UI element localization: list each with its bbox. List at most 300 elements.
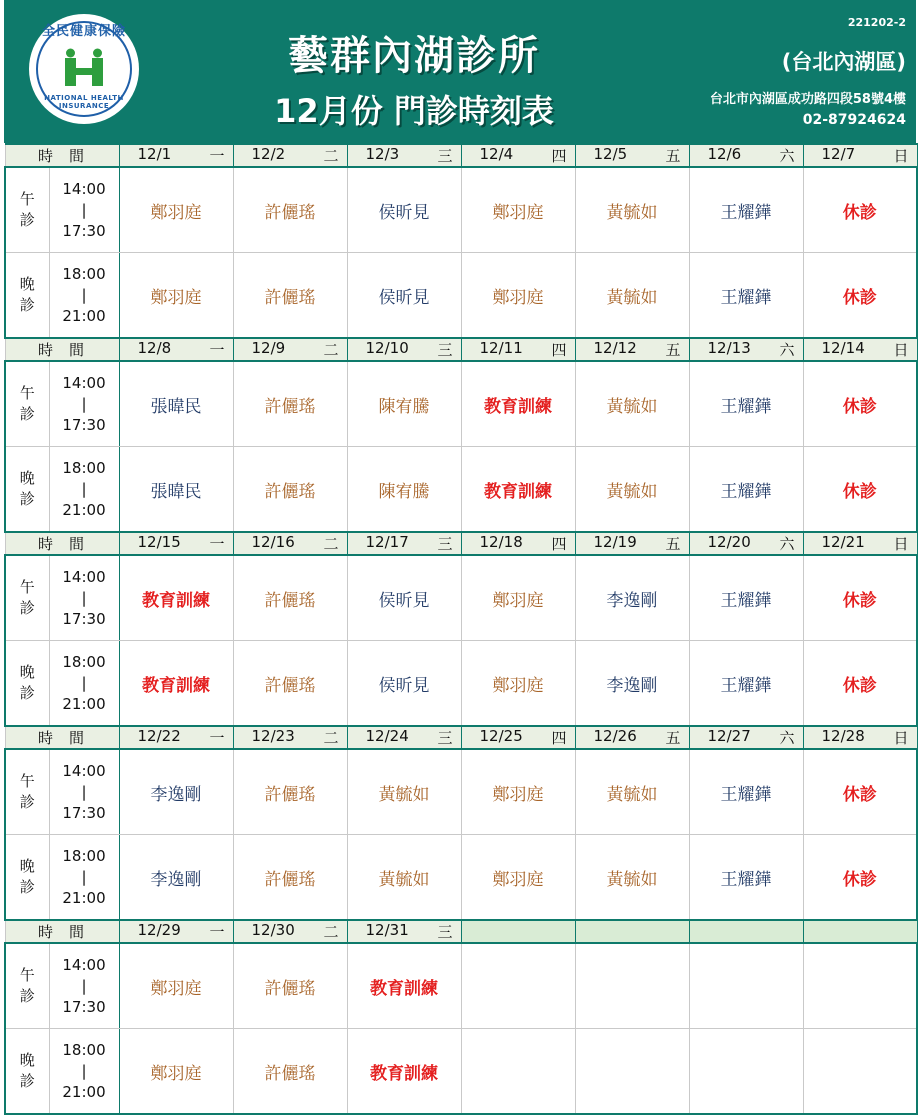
day-header-content <box>576 727 689 748</box>
day-header <box>575 338 689 361</box>
day-date: 12/17 <box>365 533 409 551</box>
doctor-cell: 教育訓練 <box>119 641 233 727</box>
session-time-part: 17:30 <box>62 221 106 240</box>
day-of-week: 六 <box>779 341 795 359</box>
session-time-part: | <box>81 285 87 304</box>
day-of-week: 六 <box>779 535 795 553</box>
clinic-phone: 02-87924624 <box>802 112 906 128</box>
day-of-week: 一 <box>209 341 225 359</box>
doctor-cell: 王耀鏵 <box>689 361 803 447</box>
day-header-content <box>690 533 803 554</box>
doctor-cell: 休診 <box>803 835 917 921</box>
day-of-week: 六 <box>779 147 795 165</box>
doctor-cell: 許儷瑤 <box>233 447 347 533</box>
doctor-cell: 鄭羽庭 <box>119 253 233 339</box>
time-header: 時間 <box>5 144 119 167</box>
session-label-char: 診 <box>19 684 35 702</box>
day-header <box>347 920 461 943</box>
day-of-week: 五 <box>665 729 681 747</box>
day-header-content <box>120 921 233 942</box>
doctor-cell: 休診 <box>803 641 917 727</box>
day-of-week: 一 <box>209 535 225 553</box>
session-time <box>49 253 119 339</box>
session-time-part: 17:30 <box>62 415 106 434</box>
session-label <box>5 253 49 339</box>
session-label-char: 診 <box>19 1072 35 1090</box>
session-time <box>49 835 119 921</box>
day-header <box>575 532 689 555</box>
session-label <box>5 447 49 533</box>
doctor-cell <box>689 1029 803 1115</box>
day-header <box>689 532 803 555</box>
week-header-row <box>5 144 917 167</box>
session-label <box>5 1029 49 1115</box>
evening-session-row <box>5 253 917 339</box>
day-header-content <box>120 145 233 166</box>
session-time-part: | <box>81 1061 87 1080</box>
session-time-part: 14:00 <box>62 955 106 974</box>
doctor-cell: 鄭羽庭 <box>461 167 575 253</box>
week-header-row <box>5 920 917 943</box>
doctor-cell: 張暐民 <box>119 361 233 447</box>
clinic-address: 台北市內湖區成功路四段58號4樓 <box>709 92 906 107</box>
session-label-char: 晚 <box>19 857 35 875</box>
day-of-week: 四 <box>551 341 567 359</box>
day-of-week: 三 <box>437 923 453 941</box>
session-time-part: | <box>81 976 87 995</box>
session-label-char: 午 <box>19 966 35 984</box>
day-header <box>575 144 689 167</box>
day-header <box>575 920 689 943</box>
day-header <box>803 532 917 555</box>
session-time-part: 18:00 <box>62 264 106 283</box>
session-time-part: 17:30 <box>62 997 106 1016</box>
session-time-part: 21:00 <box>62 694 106 713</box>
day-header-content <box>348 727 461 748</box>
doctor-cell: 許儷瑤 <box>233 253 347 339</box>
session-time-part: 18:00 <box>62 846 106 865</box>
day-header <box>119 144 233 167</box>
day-header-content <box>348 533 461 554</box>
doctor-cell: 陳宥騰 <box>347 447 461 533</box>
day-of-week: 一 <box>209 147 225 165</box>
day-header <box>461 726 575 749</box>
session-time-part: 14:00 <box>62 567 106 586</box>
day-date: 12/16 <box>251 533 295 551</box>
day-of-week: 二 <box>323 729 339 747</box>
session-time-part: | <box>81 782 87 801</box>
session-time-part: | <box>81 200 87 219</box>
session-time-part: | <box>81 479 87 498</box>
doctor-cell: 鄭羽庭 <box>119 167 233 253</box>
doctor-cell: 許儷瑤 <box>233 943 347 1029</box>
day-of-week: 三 <box>437 535 453 553</box>
afternoon-session-row <box>5 555 917 641</box>
day-header <box>689 144 803 167</box>
doctor-cell: 黃毓如 <box>347 835 461 921</box>
day-header <box>461 338 575 361</box>
day-header <box>347 726 461 749</box>
doctor-cell: 李逸剛 <box>119 749 233 835</box>
nhi-h-icon <box>63 48 105 86</box>
day-date: 12/23 <box>251 727 295 745</box>
day-date: 12/9 <box>251 339 286 357</box>
session-time-part: 18:00 <box>62 1040 106 1059</box>
doctor-cell: 黃毓如 <box>575 167 689 253</box>
day-header <box>803 920 917 943</box>
doctor-cell: 教育訓練 <box>461 447 575 533</box>
day-date: 12/8 <box>137 339 172 357</box>
day-header <box>233 338 347 361</box>
day-header <box>461 532 575 555</box>
schedule-subtitle: 12月份 門診時刻表 <box>274 92 554 130</box>
day-of-week: 二 <box>323 923 339 941</box>
doctor-cell: 鄭羽庭 <box>119 943 233 1029</box>
doctor-cell: 王耀鏵 <box>689 749 803 835</box>
day-of-week: 一 <box>209 729 225 747</box>
day-of-week: 四 <box>551 147 567 165</box>
doctor-cell: 侯昕見 <box>347 555 461 641</box>
session-time-part: 21:00 <box>62 1082 106 1101</box>
document-number: 221202-2 <box>847 16 906 29</box>
doctor-cell: 黃毓如 <box>575 447 689 533</box>
evening-session-row <box>5 835 917 921</box>
session-time-part: | <box>81 394 87 413</box>
session-label <box>5 943 49 1029</box>
day-header-content <box>462 533 575 554</box>
afternoon-session-row <box>5 749 917 835</box>
session-time <box>49 943 119 1029</box>
evening-session-row <box>5 447 917 533</box>
day-header <box>233 532 347 555</box>
doctor-cell: 許儷瑤 <box>233 749 347 835</box>
day-header-content <box>234 339 347 360</box>
session-time <box>49 641 119 727</box>
doctor-cell: 休診 <box>803 555 917 641</box>
day-header <box>803 144 917 167</box>
day-header-content <box>348 145 461 166</box>
doctor-cell: 休診 <box>803 447 917 533</box>
session-time-part: | <box>81 867 87 886</box>
day-of-week: 三 <box>437 341 453 359</box>
doctor-cell <box>689 943 803 1029</box>
week-header-row <box>5 726 917 749</box>
session-label-char: 診 <box>19 405 35 423</box>
week-header-row <box>5 338 917 361</box>
day-date: 12/29 <box>137 921 181 939</box>
day-date: 12/26 <box>593 727 637 745</box>
session-label-char: 晚 <box>19 469 35 487</box>
session-label <box>5 361 49 447</box>
schedule-table <box>4 143 918 1115</box>
doctor-cell: 許儷瑤 <box>233 835 347 921</box>
day-date: 12/4 <box>479 145 514 163</box>
session-time <box>49 447 119 533</box>
day-date: 12/2 <box>251 145 286 163</box>
doctor-cell: 黃毓如 <box>575 361 689 447</box>
doctor-cell: 鄭羽庭 <box>119 1029 233 1115</box>
day-header-content <box>348 921 461 942</box>
day-header <box>803 726 917 749</box>
week-header-row <box>5 532 917 555</box>
day-header-content <box>576 533 689 554</box>
session-label-char: 午 <box>19 384 35 402</box>
day-date: 12/3 <box>365 145 400 163</box>
doctor-cell: 休診 <box>803 253 917 339</box>
day-header <box>119 532 233 555</box>
doctor-cell: 王耀鏵 <box>689 253 803 339</box>
evening-session-row <box>5 641 917 727</box>
time-header: 時間 <box>5 920 119 943</box>
session-label <box>5 835 49 921</box>
day-of-week: 二 <box>323 535 339 553</box>
logo-subtext: NATIONAL HEALTH INSURANCE <box>44 94 124 110</box>
day-date: 12/31 <box>365 921 409 939</box>
day-date: 12/14 <box>821 339 865 357</box>
doctor-cell: 許儷瑤 <box>233 555 347 641</box>
session-label-char: 診 <box>19 599 35 617</box>
day-date: 12/15 <box>137 533 181 551</box>
doctor-cell: 李逸剛 <box>575 555 689 641</box>
session-time <box>49 1029 119 1115</box>
day-of-week: 四 <box>551 729 567 747</box>
doctor-cell <box>575 943 689 1029</box>
day-header-content <box>462 339 575 360</box>
day-header-content <box>804 533 917 554</box>
day-of-week: 五 <box>665 341 681 359</box>
day-date: 12/19 <box>593 533 637 551</box>
doctor-cell: 李逸剛 <box>575 641 689 727</box>
day-header <box>461 144 575 167</box>
day-header <box>461 920 575 943</box>
day-of-week: 五 <box>665 535 681 553</box>
day-header <box>233 144 347 167</box>
doctor-cell <box>803 943 917 1029</box>
day-date: 12/7 <box>821 145 856 163</box>
session-time-part: 14:00 <box>62 761 106 780</box>
day-header <box>575 726 689 749</box>
session-label <box>5 749 49 835</box>
day-of-week: 三 <box>437 729 453 747</box>
session-time-part: | <box>81 673 87 692</box>
day-header-content <box>576 339 689 360</box>
day-of-week: 日 <box>893 341 909 359</box>
doctor-cell: 王耀鏵 <box>689 167 803 253</box>
day-date: 12/5 <box>593 145 628 163</box>
day-of-week: 日 <box>893 535 909 553</box>
doctor-cell: 鄭羽庭 <box>461 253 575 339</box>
day-date: 12/6 <box>707 145 742 163</box>
session-time <box>49 749 119 835</box>
day-header <box>119 920 233 943</box>
day-header-content <box>690 145 803 166</box>
session-label-char: 午 <box>19 190 35 208</box>
day-of-week: 四 <box>551 535 567 553</box>
doctor-cell: 王耀鏵 <box>689 447 803 533</box>
session-time-part: 18:00 <box>62 458 106 477</box>
session-time-part: 14:00 <box>62 373 106 392</box>
day-header-content <box>690 339 803 360</box>
day-header <box>689 920 803 943</box>
day-header-content <box>120 533 233 554</box>
day-date: 12/1 <box>137 145 172 163</box>
afternoon-session-row <box>5 167 917 253</box>
session-label-char: 晚 <box>19 1051 35 1069</box>
doctor-cell <box>461 1029 575 1115</box>
doctor-cell: 休診 <box>803 167 917 253</box>
doctor-cell: 張暐民 <box>119 447 233 533</box>
session-label-char: 晚 <box>19 663 35 681</box>
session-label-char: 診 <box>19 793 35 811</box>
day-of-week: 一 <box>209 923 225 941</box>
doctor-cell: 教育訓練 <box>347 1029 461 1115</box>
doctor-cell: 教育訓練 <box>119 555 233 641</box>
day-header <box>119 726 233 749</box>
doctor-cell: 黃毓如 <box>347 749 461 835</box>
day-date: 12/10 <box>365 339 409 357</box>
logo-text: 全民健康保險 <box>41 24 126 39</box>
clinic-title: 藝群內湖診所 <box>288 33 540 79</box>
session-time-part: 21:00 <box>62 888 106 907</box>
day-header-content <box>234 727 347 748</box>
session-label-char: 午 <box>19 772 35 790</box>
doctor-cell <box>461 943 575 1029</box>
session-label <box>5 167 49 253</box>
session-time-part: 21:00 <box>62 306 106 325</box>
day-header-content <box>576 145 689 166</box>
day-header <box>233 726 347 749</box>
session-time-part: 17:30 <box>62 803 106 822</box>
day-header-content <box>120 339 233 360</box>
day-date: 12/21 <box>821 533 865 551</box>
doctor-cell: 許儷瑤 <box>233 641 347 727</box>
doctor-cell: 教育訓練 <box>461 361 575 447</box>
session-time-part: 14:00 <box>62 179 106 198</box>
day-of-week: 二 <box>323 147 339 165</box>
day-header-content <box>234 921 347 942</box>
session-time-part: 17:30 <box>62 609 106 628</box>
day-date: 12/24 <box>365 727 409 745</box>
day-header-content <box>234 533 347 554</box>
day-header-content <box>804 727 917 748</box>
day-of-week: 二 <box>323 341 339 359</box>
afternoon-session-row <box>5 361 917 447</box>
doctor-cell: 黃毓如 <box>575 749 689 835</box>
doctor-cell: 黃毓如 <box>575 835 689 921</box>
session-time-part: 18:00 <box>62 652 106 671</box>
doctor-cell: 休診 <box>803 749 917 835</box>
session-label <box>5 555 49 641</box>
clinic-header <box>4 0 916 143</box>
session-label-char: 診 <box>19 296 35 314</box>
day-date: 12/27 <box>707 727 751 745</box>
day-date: 12/20 <box>707 533 751 551</box>
doctor-cell: 鄭羽庭 <box>461 641 575 727</box>
session-time <box>49 361 119 447</box>
time-header: 時間 <box>5 532 119 555</box>
day-header <box>689 338 803 361</box>
doctor-cell: 許儷瑤 <box>233 361 347 447</box>
doctor-cell: 黃毓如 <box>575 253 689 339</box>
day-header <box>347 532 461 555</box>
day-header <box>347 144 461 167</box>
doctor-cell: 鄭羽庭 <box>461 835 575 921</box>
day-date: 12/28 <box>821 727 865 745</box>
session-label-char: 午 <box>19 578 35 596</box>
day-header-content <box>804 339 917 360</box>
doctor-cell: 王耀鏵 <box>689 555 803 641</box>
branch-name: (台北內湖區) <box>781 50 906 74</box>
day-of-week: 日 <box>893 147 909 165</box>
time-header: 時間 <box>5 726 119 749</box>
day-of-week: 日 <box>893 729 909 747</box>
session-time-part: | <box>81 588 87 607</box>
session-label-char: 診 <box>19 211 35 229</box>
doctor-cell: 許儷瑤 <box>233 1029 347 1115</box>
day-header-content <box>804 145 917 166</box>
doctor-cell <box>575 1029 689 1115</box>
day-header-content <box>120 727 233 748</box>
doctor-cell: 王耀鏵 <box>689 835 803 921</box>
day-header-content <box>348 339 461 360</box>
doctor-cell: 鄭羽庭 <box>461 749 575 835</box>
day-date: 12/13 <box>707 339 751 357</box>
doctor-cell: 鄭羽庭 <box>461 555 575 641</box>
nhi-logo <box>29 14 139 124</box>
session-label <box>5 641 49 727</box>
session-label-char: 晚 <box>19 275 35 293</box>
session-label-char: 診 <box>19 490 35 508</box>
day-date: 12/22 <box>137 727 181 745</box>
day-header-content <box>462 145 575 166</box>
day-header <box>803 338 917 361</box>
afternoon-session-row <box>5 943 917 1029</box>
day-date: 12/18 <box>479 533 523 551</box>
day-header-content <box>234 145 347 166</box>
doctor-cell: 侯昕見 <box>347 641 461 727</box>
day-of-week: 五 <box>665 147 681 165</box>
doctor-cell: 教育訓練 <box>347 943 461 1029</box>
evening-session-row <box>5 1029 917 1115</box>
day-date: 12/12 <box>593 339 637 357</box>
session-time-part: 21:00 <box>62 500 106 519</box>
doctor-cell: 侯昕見 <box>347 167 461 253</box>
session-label-char: 診 <box>19 987 35 1005</box>
doctor-cell: 休診 <box>803 361 917 447</box>
day-header <box>347 338 461 361</box>
day-date: 12/30 <box>251 921 295 939</box>
day-of-week: 六 <box>779 729 795 747</box>
doctor-cell: 李逸剛 <box>119 835 233 921</box>
time-header: 時間 <box>5 338 119 361</box>
day-header <box>689 726 803 749</box>
day-of-week: 三 <box>437 147 453 165</box>
day-header <box>119 338 233 361</box>
day-date: 12/25 <box>479 727 523 745</box>
day-header <box>233 920 347 943</box>
doctor-cell: 許儷瑤 <box>233 167 347 253</box>
day-date: 12/11 <box>479 339 523 357</box>
day-header-content <box>690 727 803 748</box>
session-label-char: 診 <box>19 878 35 896</box>
day-header-content <box>462 727 575 748</box>
doctor-cell <box>803 1029 917 1115</box>
session-time <box>49 167 119 253</box>
doctor-cell: 王耀鏵 <box>689 641 803 727</box>
doctor-cell: 陳宥騰 <box>347 361 461 447</box>
doctor-cell: 侯昕見 <box>347 253 461 339</box>
session-time <box>49 555 119 641</box>
